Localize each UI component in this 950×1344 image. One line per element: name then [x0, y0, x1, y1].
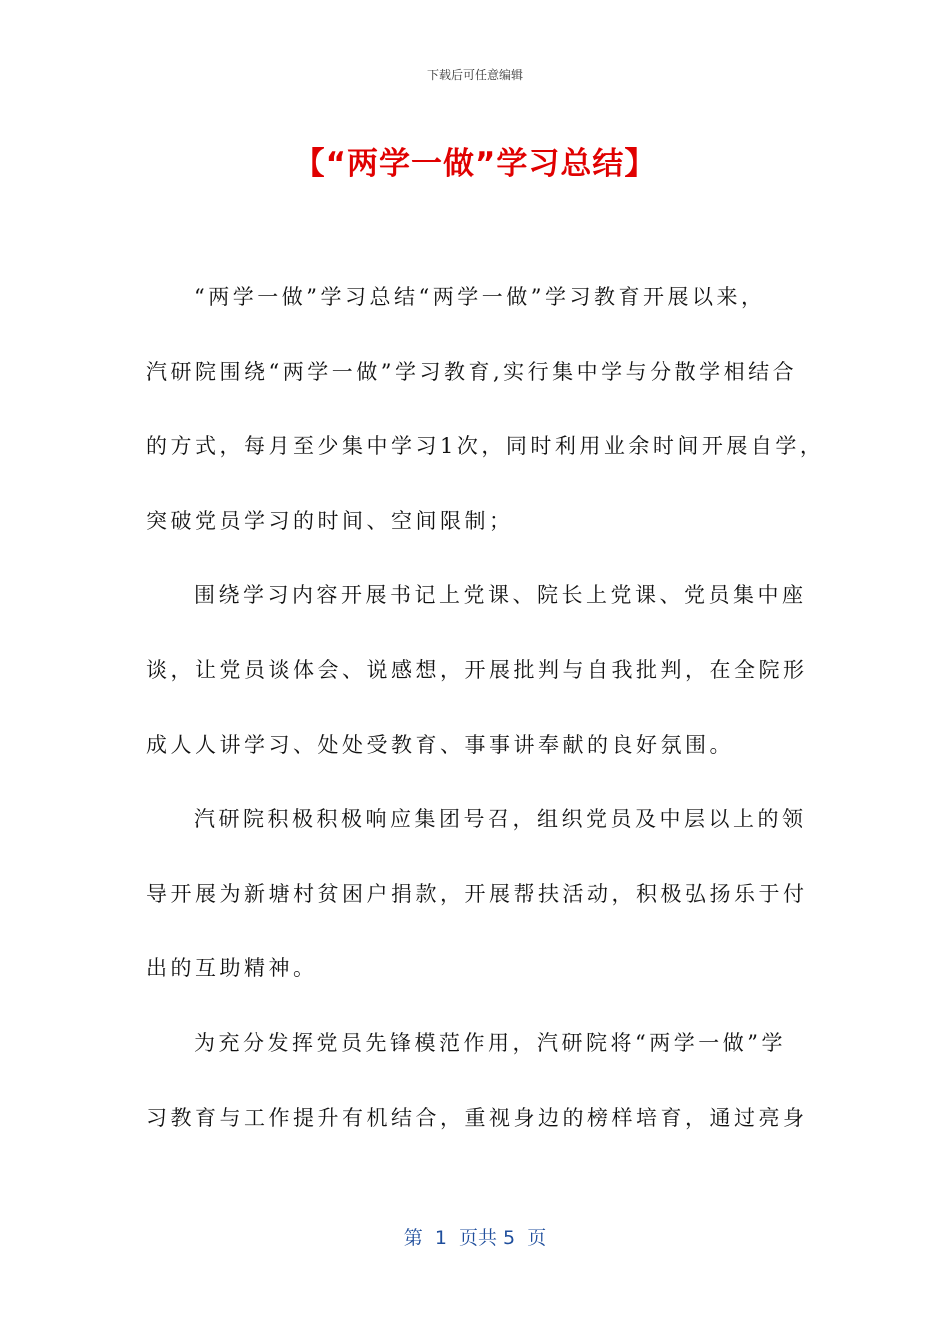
- body-line: 的方式，每月至少集中学习1次，同时利用业余时间开展自学，: [146, 434, 825, 459]
- page-footer: 第 1 页共 5 页: [403, 1227, 547, 1249]
- body-line: “两学一做”学习总结“两学一做”学习教育开展以来，: [194, 285, 766, 309]
- document-body: [146, 260, 825, 1155]
- body-line: 突破党员学习的时间、空间限制；: [146, 508, 514, 533]
- body-line: 出的互助精神。: [146, 956, 318, 981]
- body-line: 导开展为新塘村贫困户捐款，开展帮扶活动，积极弘扬乐于付: [146, 881, 808, 906]
- body-line: 成人人讲学习、处处受教育、事事讲奉献的良好氛围。: [146, 732, 734, 757]
- body-line: 汽研院围绕“两学一做”学习教育,实行集中学与分散学相结合: [146, 359, 798, 384]
- body-line: 围绕学习内容开展书记上党课、院长上党课、党员集中座: [194, 583, 807, 608]
- document-title: 【“两学一做”学习总结】: [293, 146, 657, 182]
- header-note: 下载后可任意编辑: [426, 68, 523, 82]
- body-line: 为充分发挥党员先锋模范作用，汽研院将“两学一做”学: [194, 1030, 786, 1055]
- body-line: 谈，让党员谈体会、说感想，开展批判与自我批判，在全院形: [146, 657, 808, 682]
- body-line: 习教育与工作提升有机结合，重视身边的榜样培育，通过亮身: [146, 1105, 808, 1130]
- body-line: 汽研院积极积极响应集团号召，组织党员及中层以上的领: [194, 807, 807, 832]
